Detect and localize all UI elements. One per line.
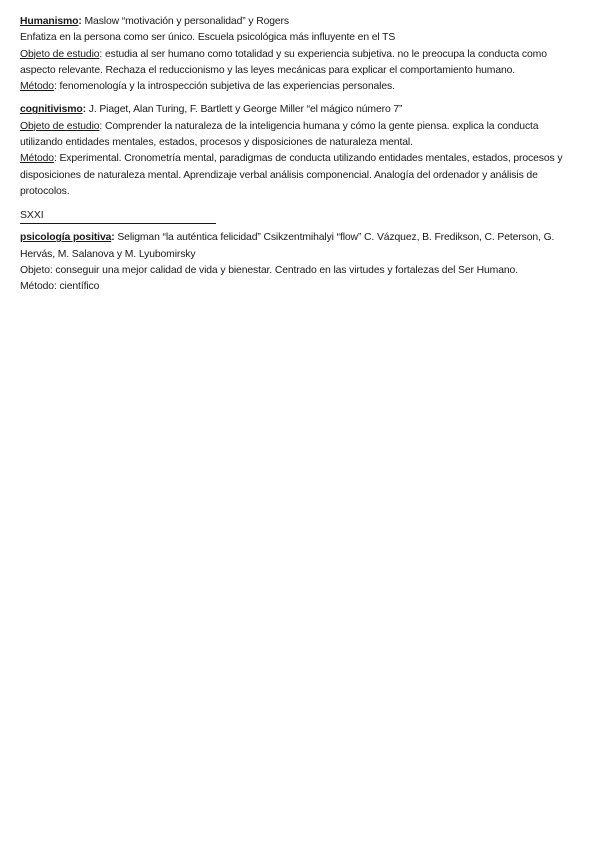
cognitivismo-intro: J. Piaget, Alan Turing, F. Bartlett y George Miller “el mágico número 7” (86, 104, 403, 116)
humanismo-metodo-label: Método (20, 81, 54, 93)
cognitivismo-metodo (20, 151, 582, 200)
positiva-objeto: Objeto: conseguir una mejor calidad de vida y bienestar. Centrado en las virtudes y fortalezas del Ser Humano. (20, 264, 518, 276)
cognitivismo-objeto-text: : Comprender la naturaleza de la inteligencia humana y cómo la gente piensa. explica la conducta utilizando entidades mentales, estados, procesos y disposiciones de naturaleza mental. (20, 120, 539, 149)
sxxi-divider (20, 209, 216, 224)
cognitivismo-heading: cognitivismo (20, 104, 83, 116)
cognitivismo-objeto-label: Objeto de estudio (20, 120, 100, 132)
positiva-heading: psicología positiva (20, 232, 112, 244)
positiva-heading-colon: : (111, 232, 115, 244)
humanismo-description: Enfatiza en la persona como ser único. Escuela psicológica más influyente en el TS (20, 32, 396, 44)
cognitivismo-intro-line (20, 102, 582, 118)
positiva-metodo: Método: científico (20, 281, 100, 293)
positiva-intro: Seligman “la auténtica felicidad” Csikzentmihalyi “flow” C. Vázquez, B. Fredikson, C. Peterson, G. Hervás, M. Salanova y M. Lyubomirsky (20, 232, 555, 260)
humanismo-heading-colon: : (78, 16, 82, 27)
humanismo-objeto-label: Objeto de estudio (20, 48, 100, 60)
section-psicologia-positiva (20, 230, 582, 295)
spacer (20, 95, 582, 102)
humanismo-metodo (20, 79, 582, 95)
cognitivismo-objeto (20, 119, 582, 152)
spacer (20, 200, 582, 209)
document-page (20, 14, 582, 295)
humanismo-objeto-text: : estudia al ser humano como totalidad y su experiencia subjetiva. no le preocupa la conducta como aspecto relevante. Rechaza el reduccionismo y las leyes mecánicas para explicar el comportamiento humano. (20, 48, 547, 76)
positiva-intro-line (20, 230, 582, 263)
humanismo-metodo-text: : fenomenología y la introspección subjetiva de las experiencias personales. (53, 81, 395, 93)
cognitivismo-metodo-text: : Experimental. Cronometría mental, paradigmas de conducta utilizando entidades mentales, estados, procesos y disposiciones de naturaleza mental. Aprendizaje verbal análisis componencial. Analogía del ordenador y análisis de protocolos. (20, 153, 563, 197)
humanismo-heading: Humanismo (20, 16, 79, 27)
cognitivismo-metodo-label: Método (20, 153, 54, 165)
humanismo-objeto (20, 47, 582, 80)
section-humanismo (20, 14, 582, 95)
humanismo-intro-line (20, 14, 582, 30)
section-cognitivismo (20, 102, 582, 200)
cognitivismo-heading-colon: : (82, 104, 86, 116)
humanismo-intro: Maslow “motivación y personalidad” y Rogers (81, 16, 289, 27)
sxxi-label: SXXI (20, 210, 44, 222)
